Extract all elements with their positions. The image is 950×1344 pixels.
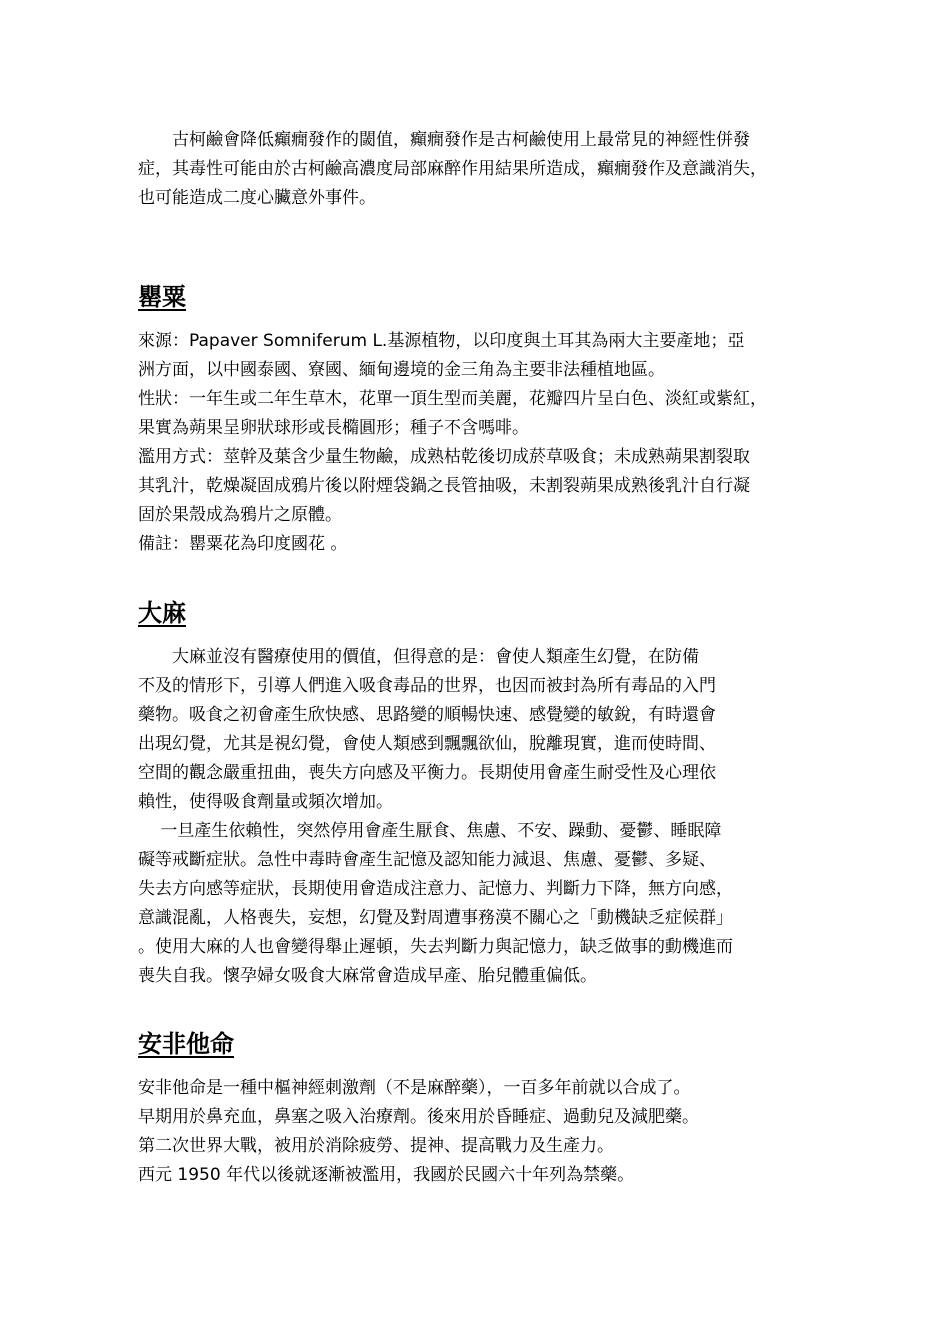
cannabis-line-7: 一旦產生依賴性，突然停用會產生厭食、焦慮、不安、躁動、憂鬱、睡眠障 xyxy=(138,821,722,841)
cannabis-line-1: 大麻並沒有醫療使用的價值，但得意的是：會使人類產生幻覺，在防備 xyxy=(138,647,699,667)
section-heading-poppy: 罌粟 xyxy=(138,282,186,311)
poppy-line-7: 固於果殼成為鴉片之原體。 xyxy=(138,505,342,525)
cannabis-line-10: 意識混亂，人格喪失，妄想，幻覺及對周遭事務漠不關心之「動機缺乏症候群」 xyxy=(138,908,733,928)
intro-line-2: 症，其毒性可能由於古柯鹼高濃度局部麻醉作用結果所造成，癲癇發作及意識消失， xyxy=(138,159,767,179)
cannabis-line-6: 賴性，使得吸食劑量或頻次增加。 xyxy=(138,792,393,812)
cannabis-line-2: 不及的情形下，引導人們進入吸食毒品的世界，也因而被封為所有毒品的入門 xyxy=(138,676,716,696)
cannabis-line-9: 失去方向感等症狀，長期使用會造成注意力、記憶力、判斷力下降，無方向感， xyxy=(138,879,733,899)
poppy-line-2: 洲方面，以中國泰國、寮國、緬甸邊境的金三角為主要非法種植地區。 xyxy=(138,360,665,380)
amphetamine-line-1: 安非他命是一種中樞神經刺激劑（不是麻醉藥），一百多年前就以合成了。 xyxy=(138,1078,691,1098)
poppy-line-5: 濫用方式：莖幹及葉含少量生物鹼，成熟枯乾後切成菸草吸食；未成熟蒴果割裂取 xyxy=(138,447,750,467)
poppy-line-8: 備註：罌粟花為印度國花 。 xyxy=(138,534,348,554)
intro-line-3: 也可能造成二度心臟意外事件。 xyxy=(138,188,376,208)
cannabis-line-12: 喪失自我。懷孕婦女吸食大麻常會造成早產、胎兒體重偏低。 xyxy=(138,966,597,986)
section-heading-cannabis: 大麻 xyxy=(138,598,186,627)
poppy-line-1: 來源：Papaver Somniferum L.基源植物，以印度與土耳其為兩大主要產地；亞 xyxy=(138,331,745,351)
amphetamine-line-4: 西元 1950 年代以後就逐漸被濫用，我國於民國六十年列為禁藥。 xyxy=(138,1165,635,1185)
cannabis-line-8: 礙等戒斷症狀。急性中毒時會產生記憶及認知能力減退、焦慮、憂鬱、多疑、 xyxy=(138,850,716,870)
amphetamine-line-3: 第二次世界大戰，被用於消除疲勞、提神、提高戰力及生產力。 xyxy=(138,1136,614,1156)
intro-line-1: 古柯鹼會降低癲癇發作的閾值，癲癇發作是古柯鹼使用上最常見的神經性併發 xyxy=(138,130,750,150)
cannabis-line-5: 空間的觀念嚴重扭曲，喪失方向感及平衡力。長期使用會產生耐受性及心理依 xyxy=(138,763,716,783)
poppy-line-4: 果實為蒴果呈卵狀球形或長橢圓形；種子不含嗎啡。 xyxy=(138,418,529,438)
cannabis-line-11: 。使用大麻的人也會變得舉止遲頓，失去判斷力與記憶力，缺乏做事的動機進而 xyxy=(138,937,733,957)
cannabis-line-3: 藥物。吸食之初會產生欣快感、思路變的順暢快速、感覺變的敏銳，有時還會 xyxy=(138,705,716,725)
poppy-line-6: 其乳汁，乾燥凝固成鴉片後以附煙袋鍋之長管抽吸，未割裂蒴果成熟後乳汁自行凝 xyxy=(138,476,750,496)
poppy-line-3: 性狀：一年生或二年生草木，花單一頂生型而美麗，花瓣四片呈白色、淡紅或紫紅， xyxy=(138,389,767,409)
amphetamine-line-2: 早期用於鼻充血，鼻塞之吸入治療劑。後來用於昏睡症、過動兒及減肥藥。 xyxy=(138,1107,699,1127)
section-heading-amphetamine: 安非他命 xyxy=(138,1029,234,1058)
cannabis-line-4: 出現幻覺，尤其是視幻覺，會使人類感到飄飄欲仙，脫離現實，進而使時間、 xyxy=(138,734,716,754)
